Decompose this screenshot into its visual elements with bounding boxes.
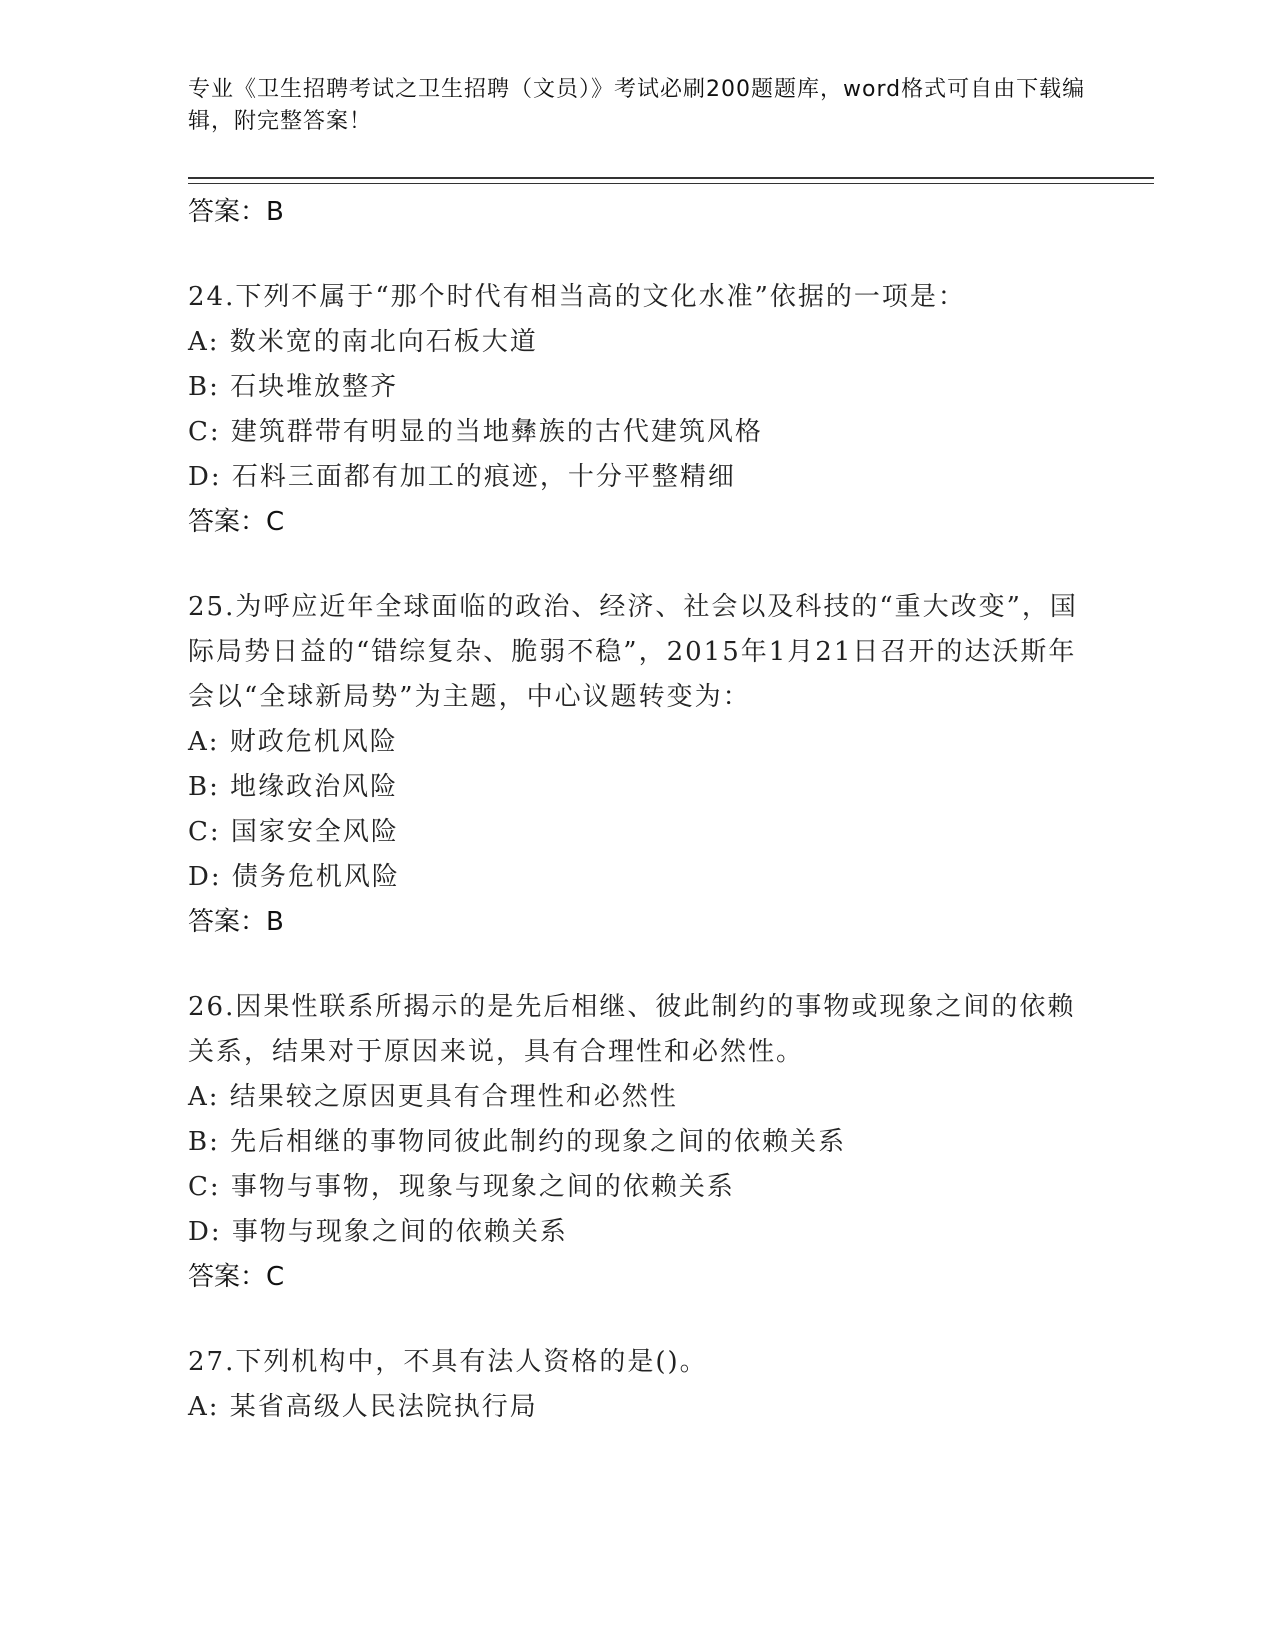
option-b: B: 石块堆放整齐 <box>188 372 399 402</box>
option-a: A: 某省高级人民法院执行局 <box>188 1392 538 1422</box>
header-divider <box>188 177 1154 179</box>
question-stem: 26.因果性联系所揭示的是先后相继、彼此制约的事物或现象之间的依赖关系，结果对于原因来说，具有合理性和必然性。 <box>188 992 1076 1067</box>
document-header: 专业《卫生招聘考试之卫生招聘（文员）》考试必刷200题题库，word格式可自由下载编辑，附完整答案！ <box>188 77 1086 134</box>
option-a: A: 财政危机风险 <box>188 727 398 757</box>
option-d: D: 石料三面都有加工的痕迹，十分平整精细 <box>188 462 736 492</box>
option-c: C: 建筑群带有明显的当地彝族的古代建筑风格 <box>188 417 763 447</box>
answer-line: 答案：B <box>188 197 284 227</box>
question-item <box>188 275 1088 544</box>
option-d: D: 债务危机风险 <box>188 862 400 892</box>
option-b: B: 先后相继的事物同彼此制约的现象之间的依赖关系 <box>188 1127 847 1157</box>
question-item <box>188 1340 1088 1430</box>
answer-line: 答案：C <box>188 1262 285 1292</box>
question-item <box>188 585 1088 944</box>
option-c: C: 国家安全风险 <box>188 817 399 847</box>
spacer <box>188 1299 1088 1340</box>
question-stem: 24.下列不属于“那个时代有相当高的文化水准”依据的一项是： <box>188 282 966 312</box>
question-item <box>188 985 1088 1299</box>
header-divider-thin <box>188 183 1154 184</box>
question-stem: 27.下列机构中，不具有法人资格的是()。 <box>188 1347 708 1377</box>
option-b: B: 地缘政治风险 <box>188 772 399 802</box>
option-d: D: 事物与现象之间的依赖关系 <box>188 1217 568 1247</box>
option-c: C: 事物与事物，现象与现象之间的依赖关系 <box>188 1172 735 1202</box>
spacer <box>188 944 1088 985</box>
option-a: A: 结果较之原因更具有合理性和必然性 <box>188 1082 678 1112</box>
question-list <box>188 190 1088 1430</box>
spacer <box>188 234 1088 275</box>
answer-line: 答案：C <box>188 507 285 537</box>
question-stem: 25.为呼应近年全球面临的政治、经济、社会以及科技的“重大改变”，国际局势日益的“错综复杂、脆弱不稳”，2015年1月21日召开的达沃斯年会以“全球新局势”为主题，中心议题转变为： <box>188 592 1078 712</box>
spacer <box>188 544 1088 585</box>
option-a: A: 数米宽的南北向石板大道 <box>188 327 538 357</box>
answer-line: 答案：B <box>188 907 284 937</box>
